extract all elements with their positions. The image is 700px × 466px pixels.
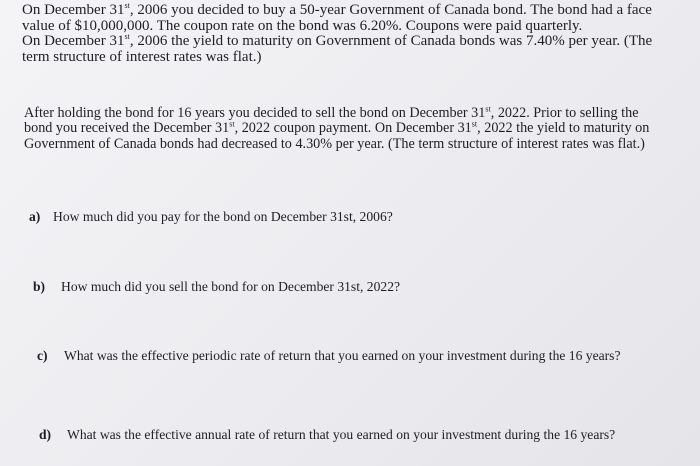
question-b bbox=[33, 278, 400, 295]
text-run: , 2022 the yield to maturity on Government of Canada bonds had decreased to 4.30% per year. (The term structure of interest rates was flat.) bbox=[24, 120, 650, 152]
question-label: c) bbox=[37, 348, 48, 363]
question-text: What was the effective periodic rate of return that you earned on your investment during the 16 years? bbox=[64, 348, 621, 363]
problem-paragraph-1 bbox=[22, 3, 682, 65]
question-label: d) bbox=[39, 427, 52, 442]
text-run: , 2022 coupon payment. On December 31 bbox=[234, 120, 472, 137]
question-a bbox=[29, 208, 393, 225]
text-run: On December 31 bbox=[22, 33, 125, 50]
superscript: st bbox=[485, 104, 491, 114]
question-text: How much did you pay for the bond on December 31st, 2006? bbox=[53, 209, 393, 224]
text-run: On December 31 bbox=[22, 2, 125, 18]
text-run: , 2022. Prior to selling the bond you received the December 31 bbox=[24, 105, 639, 137]
question-text: How much did you sell the bond for on December 31st, 2022? bbox=[61, 279, 401, 294]
problem-paragraph-2 bbox=[24, 106, 664, 152]
text-run: , 2006 you decided to buy a 50-year Government of Canada bond. The bond had a face value of $10,000,000. The coupon rate on the bond was 6.20%. Coupons were paid quarterly. bbox=[22, 2, 652, 34]
superscript: st bbox=[229, 119, 235, 129]
question-d bbox=[39, 426, 659, 443]
question-c bbox=[37, 347, 657, 364]
superscript: st bbox=[124, 32, 130, 42]
question-label: a) bbox=[29, 209, 41, 224]
text-run: , 2006 the yield to maturity on Government of Canada bonds was 7.40% per year. (The term structure of interest rates was flat.) bbox=[22, 33, 653, 65]
superscript: st bbox=[124, 1, 130, 10]
question-text: What was the effective annual rate of return that you earned on your investment during the 16 years? bbox=[67, 427, 616, 442]
question-label: b) bbox=[33, 279, 46, 294]
text-run: After holding the bond for 16 years you decided to sell the bond on December 31 bbox=[24, 105, 486, 121]
superscript: st bbox=[471, 119, 478, 129]
